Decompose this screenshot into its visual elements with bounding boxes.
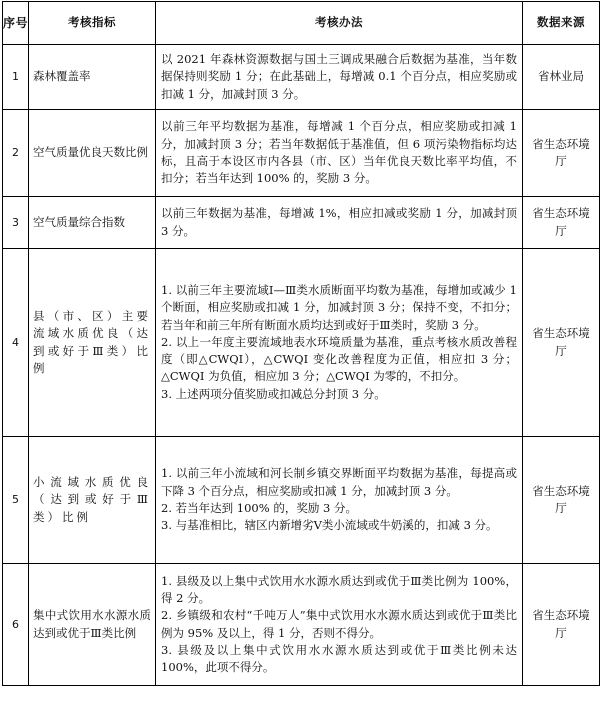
row-indicator: 空气质量综合指数	[29, 197, 156, 249]
method-line: 3. 与基准相比，辖区内新增劣Ⅴ类小流域或牛奶溪的，扣减 3 分。	[161, 518, 498, 533]
row-method	[156, 564, 523, 686]
table-row	[3, 110, 600, 197]
row-no: 4	[3, 249, 29, 437]
row-method	[156, 110, 523, 197]
header-no: 序号	[3, 2, 29, 45]
method-line: 1. 以前三年小流域和河长制乡镇交界断面平均数据为基准，每提高或下降 3 个百分点，相应奖励或扣减 1 分，加减封顶 3 分。	[161, 466, 517, 498]
row-indicator: 小流域水质优良（达到或好于Ⅲ类）比例	[29, 437, 156, 564]
row-method	[156, 437, 523, 564]
table-row	[3, 437, 600, 564]
assessment-table	[2, 1, 600, 686]
row-indicator: 县（市、区）主要流域水质优良（达到或好于Ⅲ类）比例	[29, 249, 156, 437]
method-line: 2. 乡镇级和农村“千吨万人”集中式饮用水水源水质达到或优于Ⅲ类比例为 95% 及以上，得 1 分，否则不得分。	[161, 608, 517, 640]
row-source: 省生态环境厅	[523, 249, 600, 437]
method-line: 2. 以上一年度主要流域地表水环境质量为基准，重点考核水质改善程度（即△CWQI），△CWQI 变化改善程度为正值，相应扣 3 分；△CWQI 为负值，相应加 3 分；△CWQI 为零的，不扣分。	[161, 334, 517, 384]
assessment-table-page	[0, 1, 601, 707]
row-indicator: 空气质量优良天数比例	[29, 110, 156, 197]
row-source: 省生态环境厅	[523, 564, 600, 686]
method-line: 3. 上述两项分值奖励或扣减总分封顶 3 分。	[161, 386, 386, 401]
table-row	[3, 249, 600, 437]
row-method	[156, 197, 523, 249]
table-row	[3, 564, 600, 686]
header-indicator: 考核指标	[29, 2, 156, 45]
row-no: 5	[3, 437, 29, 564]
row-source: 省生态环境厅	[523, 197, 600, 249]
method-line: 以 2021 年森林资源数据与国土三调成果融合后数据为基准，当年数据保持则奖励 1 分；在此基础上，每增减 0.1 个百分点，相应奖励或扣减 1 分，加减封顶 3 分。	[161, 52, 517, 101]
header-method: 考核办法	[156, 2, 523, 45]
table-row	[3, 45, 600, 110]
method-line: 3. 县级及以上集中式饮用水水源水质达到或优于Ⅲ类比例未达 100%，此项不得分。	[161, 642, 517, 675]
row-source: 省生态环境厅	[523, 437, 600, 564]
row-source: 省林业局	[523, 45, 600, 110]
table-row	[3, 197, 600, 249]
row-method	[156, 45, 523, 110]
row-no: 2	[3, 110, 29, 197]
method-line: 以前三年平均数据为基准，每增减 1 个百分点，相应奖励或扣减 1 分，加减封顶 3 分；若当年数据低于基准值，但 6 项污染物指标均达标，且高于本设区市内各县（市、区）当年优良天数比率平均值，不扣分；若当年达到 100% 的，奖励 3 分。	[161, 119, 517, 186]
table-header-row	[3, 2, 600, 45]
method-line: 1. 县级及以上集中式饮用水水源水质达到或优于Ⅲ类比例为 100%，得 2 分。	[161, 573, 517, 605]
row-indicator: 集中式饮用水水源水质达到或优于Ⅲ类比例	[29, 564, 156, 686]
row-source: 省生态环境厅	[523, 110, 600, 197]
row-no: 3	[3, 197, 29, 249]
header-source: 数据来源	[523, 2, 600, 45]
row-no: 6	[3, 564, 29, 686]
method-line: 以前三年数据为基准，每增减 1%，相应扣减或奖励 1 分，加减封顶 3 分。	[161, 206, 517, 238]
row-indicator: 森林覆盖率	[29, 45, 156, 110]
method-line: 2. 若当年达到 100% 的，奖励 3 分。	[161, 501, 357, 515]
row-method	[156, 249, 523, 437]
row-no: 1	[3, 45, 29, 110]
method-line: 1. 以前三年主要流域Ⅰ—Ⅲ类水质断面平均数为基准，每增加或减少 1 个断面，相应奖励或扣减 1 分，加减封顶 3 分；保持不变，不扣分；若当年和前三年所有断面水质均达到或好于Ⅲ类时，奖励 3 分。	[161, 282, 517, 332]
